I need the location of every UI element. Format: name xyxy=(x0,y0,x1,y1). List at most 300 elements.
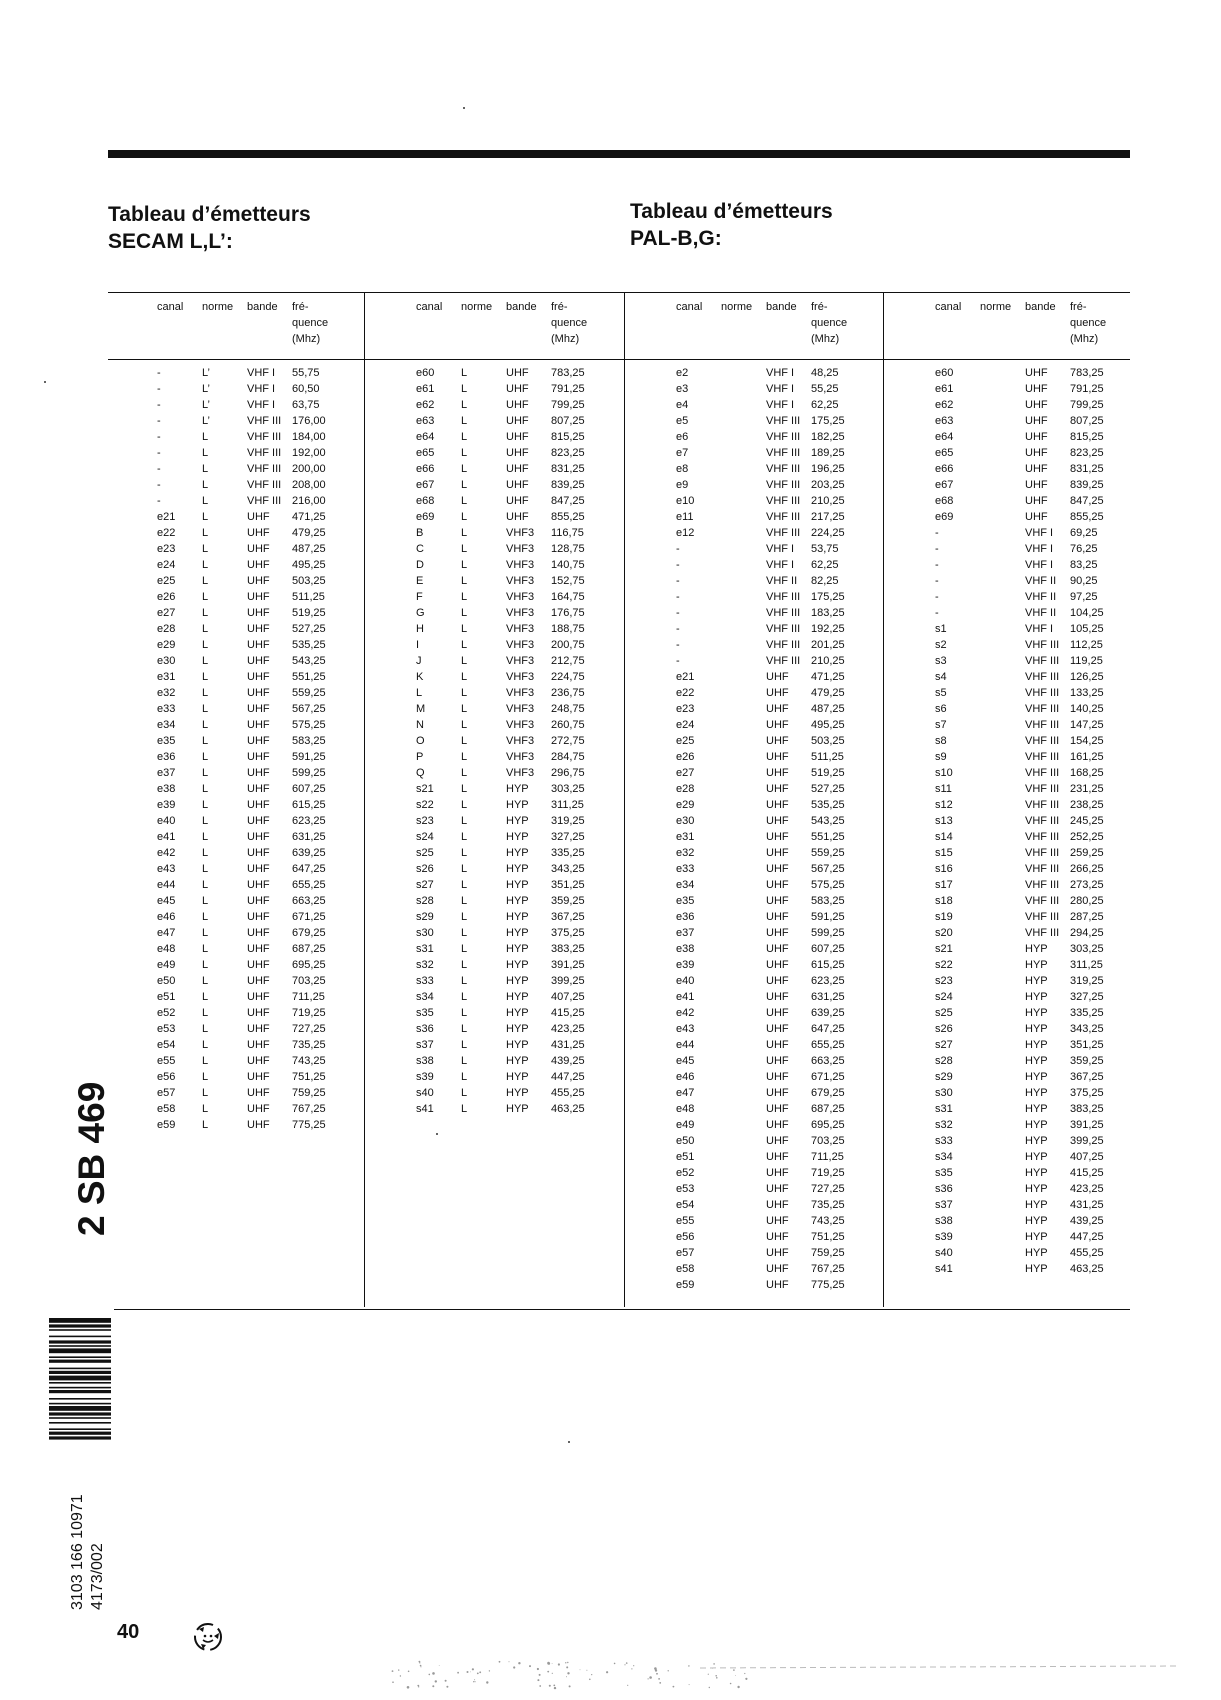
scan-speck xyxy=(463,107,465,109)
table-row xyxy=(676,909,920,925)
cell-frequence: 147,25 xyxy=(1070,719,1104,731)
cell-bande: VHF3 xyxy=(506,543,535,555)
cell-frequence: 168,25 xyxy=(1070,767,1104,779)
cell-frequence: 583,25 xyxy=(811,895,845,907)
cell-frequence: 663,25 xyxy=(811,1055,845,1067)
cell-bande: HYP xyxy=(506,991,529,1003)
cell-bande: UHF xyxy=(766,719,789,731)
cell-bande: UHF xyxy=(766,767,789,779)
header-norme: norme xyxy=(980,301,1012,313)
cell-norme: L xyxy=(202,1055,209,1067)
cell-bande: VHF I xyxy=(766,559,795,571)
table-row xyxy=(157,461,401,477)
cell-canal: e35 xyxy=(157,735,176,747)
pal-table-right xyxy=(935,296,1179,1275)
cell-frequence: 407,25 xyxy=(1070,1151,1104,1163)
cell-frequence: 183,25 xyxy=(811,607,845,619)
cell-canal: e25 xyxy=(676,735,695,747)
cell-frequence: 189,25 xyxy=(811,447,845,459)
cell-bande: UHF xyxy=(247,831,270,843)
cell-canal: s22 xyxy=(935,959,953,971)
cell-bande: VHF III xyxy=(766,479,801,491)
cell-frequence: 831,25 xyxy=(551,463,585,475)
table-row xyxy=(157,509,401,525)
table-row xyxy=(935,1165,1179,1181)
cell-canal: e68 xyxy=(935,495,954,507)
cell-frequence: 184,00 xyxy=(292,431,326,443)
cell-bande: UHF xyxy=(247,1071,270,1083)
cell-canal: e42 xyxy=(676,1007,695,1019)
cell-bande: VHF I xyxy=(766,367,795,379)
cell-frequence: 559,25 xyxy=(292,687,326,699)
cell-canal: e31 xyxy=(157,671,176,683)
cell-frequence: 284,75 xyxy=(551,751,585,763)
cell-norme: L xyxy=(461,783,468,795)
cell-frequence: 727,25 xyxy=(811,1183,845,1195)
cell-canal: e5 xyxy=(676,415,689,427)
cell-bande: UHF xyxy=(506,367,529,379)
cell-frequence: 303,25 xyxy=(551,783,585,795)
cell-bande: VHF III xyxy=(1025,703,1060,715)
cell-bande: HYP xyxy=(506,863,529,875)
cell-bande: VHF III xyxy=(1025,863,1060,875)
cell-norme: L xyxy=(202,783,209,795)
cell-bande: UHF xyxy=(247,1023,270,1035)
table-row xyxy=(676,637,920,653)
cell-bande: VHF3 xyxy=(506,623,535,635)
cell-bande: HYP xyxy=(506,799,529,811)
cell-norme: L xyxy=(461,1071,468,1083)
cell-frequence: 855,25 xyxy=(1070,511,1104,523)
table-row xyxy=(416,845,660,861)
cell-canal: e26 xyxy=(157,591,176,603)
cell-canal: s16 xyxy=(935,863,953,875)
table-row xyxy=(676,1101,920,1117)
cell-canal: e69 xyxy=(935,511,954,523)
scan-speck xyxy=(568,1441,570,1443)
cell-canal: e10 xyxy=(676,495,695,507)
cell-frequence: 119,25 xyxy=(1070,655,1103,667)
table-row xyxy=(416,557,660,573)
cell-canal: e2 xyxy=(676,367,689,379)
cell-norme: L xyxy=(461,479,468,491)
cell-norme: L xyxy=(461,415,468,427)
cell-frequence: 735,25 xyxy=(811,1199,845,1211)
table-row xyxy=(676,461,920,477)
cell-canal: e44 xyxy=(676,1039,695,1051)
cell-canal: s6 xyxy=(935,703,947,715)
cell-bande: UHF xyxy=(766,1167,789,1179)
cell-canal: s26 xyxy=(935,1023,953,1035)
header-freq2: quence xyxy=(292,317,329,329)
table-row xyxy=(157,1021,401,1037)
cell-bande: UHF xyxy=(766,975,789,987)
cell-bande: VHF3 xyxy=(506,639,535,651)
cell-bande: UHF xyxy=(766,799,789,811)
cell-bande: UHF xyxy=(247,607,270,619)
cell-frequence: 695,25 xyxy=(811,1119,845,1131)
cell-bande: UHF xyxy=(247,639,270,651)
cell-frequence: 447,25 xyxy=(1070,1231,1104,1243)
cell-bande: UHF xyxy=(766,1231,789,1243)
secam-title xyxy=(108,201,311,255)
cell-frequence: 423,25 xyxy=(551,1023,585,1035)
table-row xyxy=(416,381,660,397)
cell-canal: s30 xyxy=(416,927,434,939)
cell-frequence: 259,25 xyxy=(1070,847,1104,859)
cell-bande: UHF xyxy=(247,1007,270,1019)
cell-canal: K xyxy=(416,671,424,683)
cell-frequence: 303,25 xyxy=(1070,943,1104,955)
cell-canal: e36 xyxy=(157,751,176,763)
cell-norme: L xyxy=(461,799,468,811)
cell-frequence: 743,25 xyxy=(292,1055,326,1067)
cell-norme: L xyxy=(202,927,209,939)
cell-frequence: 799,25 xyxy=(551,399,585,411)
cell-frequence: 351,25 xyxy=(1070,1039,1104,1051)
cell-frequence: 200,75 xyxy=(551,639,585,651)
cell-bande: UHF xyxy=(247,943,270,955)
cell-bande: VHF3 xyxy=(506,591,535,603)
table-row xyxy=(676,557,920,573)
cell-bande: UHF xyxy=(247,1087,270,1099)
cell-frequence: 367,25 xyxy=(551,911,585,923)
cell-bande: HYP xyxy=(1025,1151,1048,1163)
cell-frequence: 687,25 xyxy=(292,943,326,955)
table-row xyxy=(676,893,920,909)
cell-frequence: 743,25 xyxy=(811,1215,845,1227)
cell-norme: L’ xyxy=(202,367,210,379)
cell-canal: e45 xyxy=(157,895,176,907)
cell-frequence: 487,25 xyxy=(292,543,326,555)
table-row xyxy=(935,813,1179,829)
cell-canal: - xyxy=(157,495,161,507)
table-row xyxy=(676,1133,920,1149)
cell-frequence: 280,25 xyxy=(1070,895,1104,907)
cell-canal: e28 xyxy=(676,783,695,795)
cell-canal: s32 xyxy=(416,959,434,971)
cell-canal: - xyxy=(157,399,161,411)
cell-canal: s40 xyxy=(416,1087,434,1099)
table-row xyxy=(157,1117,401,1133)
cell-frequence: 655,25 xyxy=(811,1039,845,1051)
cell-bande: UHF xyxy=(766,863,789,875)
cell-canal: - xyxy=(157,479,161,491)
cell-canal: s35 xyxy=(935,1167,953,1179)
cell-frequence: 839,25 xyxy=(1070,479,1104,491)
cell-canal: s18 xyxy=(935,895,953,907)
cell-canal: e43 xyxy=(157,863,176,875)
cell-canal: e51 xyxy=(157,991,176,1003)
cell-frequence: 559,25 xyxy=(811,847,845,859)
cell-bande: VHF3 xyxy=(506,575,535,587)
table-row xyxy=(157,717,401,733)
table-row xyxy=(676,589,920,605)
cell-canal: e56 xyxy=(676,1231,695,1243)
cell-bande: UHF xyxy=(766,1023,789,1035)
cell-frequence: 735,25 xyxy=(292,1039,326,1051)
cell-bande: HYP xyxy=(506,1039,529,1051)
cell-canal: s23 xyxy=(935,975,953,987)
table-row xyxy=(676,765,920,781)
pal-table-left xyxy=(676,296,920,1291)
cell-frequence: 63,75 xyxy=(292,399,320,411)
cell-bande: HYP xyxy=(506,975,529,987)
cell-bande: UHF xyxy=(766,1055,789,1067)
cell-bande: HYP xyxy=(1025,991,1048,1003)
cell-bande: VHF III xyxy=(247,447,282,459)
cell-norme: L xyxy=(461,943,468,955)
cell-frequence: 55,25 xyxy=(811,383,839,395)
cell-bande: HYP xyxy=(506,1023,529,1035)
cell-canal: e30 xyxy=(157,655,176,667)
table-row xyxy=(416,525,660,541)
cell-frequence: 210,25 xyxy=(811,655,845,667)
cell-canal: s36 xyxy=(416,1023,434,1035)
part-number: 3103 166 10971 xyxy=(69,1494,86,1610)
cell-frequence: 551,25 xyxy=(292,671,326,683)
cell-frequence: 359,25 xyxy=(1070,1055,1104,1067)
secam-title-line1: Tableau d’émetteurs xyxy=(108,203,311,226)
cell-norme: L xyxy=(461,831,468,843)
cell-canal: - xyxy=(676,591,680,603)
cell-canal: s12 xyxy=(935,799,953,811)
cell-norme: L xyxy=(202,847,209,859)
cell-canal: e66 xyxy=(416,463,435,475)
table-row xyxy=(935,573,1179,589)
table-row xyxy=(935,493,1179,509)
header-freq3: (Mhz) xyxy=(292,333,321,345)
cell-canal: e21 xyxy=(157,511,176,523)
cell-norme: L xyxy=(461,607,468,619)
cell-bande: HYP xyxy=(1025,1007,1048,1019)
cell-canal: e55 xyxy=(157,1055,176,1067)
cell-bande: UHF xyxy=(766,687,789,699)
cell-bande: UHF xyxy=(506,415,529,427)
cell-frequence: 495,25 xyxy=(292,559,326,571)
table-row xyxy=(676,1117,920,1133)
cell-bande: UHF xyxy=(1025,495,1048,507)
cell-frequence: 647,25 xyxy=(292,863,326,875)
cell-canal: e69 xyxy=(416,511,435,523)
cell-canal: e42 xyxy=(157,847,176,859)
cell-canal: s39 xyxy=(935,1231,953,1243)
table-row xyxy=(416,1069,660,1085)
cell-frequence: 575,25 xyxy=(811,879,845,891)
table-row xyxy=(676,877,920,893)
cell-bande: VHF III xyxy=(766,639,801,651)
cell-bande: UHF xyxy=(247,687,270,699)
cell-frequence: 487,25 xyxy=(811,703,845,715)
table-row xyxy=(935,749,1179,765)
header-norme: norme xyxy=(202,301,234,313)
table-row xyxy=(676,1021,920,1037)
table-row xyxy=(935,397,1179,413)
cell-bande: VHF II xyxy=(1025,591,1057,603)
cell-bande: HYP xyxy=(1025,959,1048,971)
table-row xyxy=(676,1245,920,1261)
cell-canal: s28 xyxy=(935,1055,953,1067)
table-row xyxy=(935,989,1179,1005)
cell-norme: L xyxy=(202,959,209,971)
table-row xyxy=(676,1085,920,1101)
cell-frequence: 423,25 xyxy=(1070,1183,1104,1195)
cell-bande: VHF I xyxy=(766,543,795,555)
cell-canal: E xyxy=(416,575,424,587)
cell-norme: L xyxy=(461,1103,468,1115)
header-canal: canal xyxy=(676,301,703,313)
table-row xyxy=(157,397,401,413)
table-row xyxy=(935,429,1179,445)
table-row xyxy=(416,477,660,493)
cell-canal: e35 xyxy=(676,895,695,907)
cell-bande: VHF III xyxy=(1025,895,1060,907)
cell-canal: e49 xyxy=(157,959,176,971)
cell-bande: UHF xyxy=(766,1103,789,1115)
table-row xyxy=(157,429,401,445)
cell-frequence: 671,25 xyxy=(811,1071,845,1083)
cell-bande: VHF III xyxy=(247,495,282,507)
cell-frequence: 311,25 xyxy=(1070,959,1103,971)
table-row xyxy=(676,989,920,1005)
cell-bande: VHF III xyxy=(1025,671,1060,683)
cell-frequence: 759,25 xyxy=(292,1087,326,1099)
table-row xyxy=(676,1053,920,1069)
cell-frequence: 727,25 xyxy=(292,1023,326,1035)
table-row xyxy=(935,1053,1179,1069)
cell-bande: VHF III xyxy=(766,511,801,523)
table-row xyxy=(416,365,660,381)
table-row xyxy=(935,637,1179,653)
table-row xyxy=(935,893,1179,909)
cell-bande: UHF xyxy=(247,735,270,747)
cell-bande: UHF xyxy=(1025,479,1048,491)
cell-frequence: 527,25 xyxy=(292,623,326,635)
secam-header-rule xyxy=(108,359,630,360)
cell-frequence: 224,25 xyxy=(811,527,845,539)
table-row xyxy=(935,781,1179,797)
cell-frequence: 431,25 xyxy=(551,1039,585,1051)
cell-bande: UHF xyxy=(766,671,789,683)
cell-canal: e46 xyxy=(157,911,176,923)
cell-norme: L xyxy=(202,943,209,955)
secam-table-right xyxy=(416,296,660,1115)
cell-bande: UHF xyxy=(1025,463,1048,475)
cell-bande: VHF3 xyxy=(506,751,535,763)
cell-bande: VHF3 xyxy=(506,655,535,667)
cell-bande: UHF xyxy=(247,543,270,555)
cell-frequence: 471,25 xyxy=(811,671,845,683)
table-row xyxy=(676,685,920,701)
table-row xyxy=(676,445,920,461)
header-freq1: fré- xyxy=(1070,301,1087,313)
table-row xyxy=(157,877,401,893)
cell-frequence: 583,25 xyxy=(292,735,326,747)
cell-bande: UHF xyxy=(766,1007,789,1019)
cell-canal: e47 xyxy=(157,927,176,939)
table-row xyxy=(157,493,401,509)
cell-canal: s15 xyxy=(935,847,953,859)
cell-frequence: 76,25 xyxy=(1070,543,1098,555)
cell-canal: e50 xyxy=(676,1135,695,1147)
table-row xyxy=(416,637,660,653)
cell-canal: e62 xyxy=(416,399,435,411)
cell-canal: e29 xyxy=(676,799,695,811)
cell-frequence: 807,25 xyxy=(551,415,585,427)
table-row xyxy=(676,1165,920,1181)
table-row xyxy=(676,413,920,429)
table-row xyxy=(416,893,660,909)
cell-frequence: 319,25 xyxy=(551,815,585,827)
cell-norme: L xyxy=(461,1007,468,1019)
cell-bande: HYP xyxy=(1025,943,1048,955)
table-row xyxy=(935,1037,1179,1053)
table-header xyxy=(676,296,920,358)
cell-norme: L xyxy=(461,383,468,395)
table-row xyxy=(676,541,920,557)
cell-canal: e55 xyxy=(676,1215,695,1227)
cell-frequence: 375,25 xyxy=(551,927,585,939)
cell-canal: e6 xyxy=(676,431,689,443)
cell-bande: UHF xyxy=(247,511,270,523)
table-row xyxy=(416,829,660,845)
cell-bande: UHF xyxy=(766,1071,789,1083)
cell-canal: s21 xyxy=(935,943,953,955)
cell-frequence: 383,25 xyxy=(551,943,585,955)
cell-bande: VHF I xyxy=(766,383,795,395)
cell-norme: L xyxy=(461,815,468,827)
cell-canal: - xyxy=(935,591,939,603)
cell-canal: e11 xyxy=(676,511,694,523)
cell-frequence: 154,25 xyxy=(1070,735,1104,747)
table-row xyxy=(157,893,401,909)
cell-norme: L xyxy=(461,1055,468,1067)
table-row xyxy=(935,1181,1179,1197)
cell-bande: UHF xyxy=(766,943,789,955)
table-row xyxy=(157,365,401,381)
cell-bande: VHF III xyxy=(1025,799,1060,811)
cell-norme: L xyxy=(202,479,209,491)
table-row xyxy=(416,909,660,925)
cell-frequence: 62,25 xyxy=(811,559,839,571)
cell-bande: UHF xyxy=(506,463,529,475)
cell-frequence: 463,25 xyxy=(1070,1263,1104,1275)
header-bande: bande xyxy=(1025,301,1056,313)
cell-canal: e58 xyxy=(157,1103,176,1115)
cell-canal: s33 xyxy=(935,1135,953,1147)
cell-frequence: 176,75 xyxy=(551,607,585,619)
cell-bande: UHF xyxy=(766,815,789,827)
cell-canal: C xyxy=(416,543,424,555)
cell-frequence: 60,50 xyxy=(292,383,320,395)
cell-frequence: 140,25 xyxy=(1070,703,1104,715)
doc-code: 4173/002 xyxy=(89,1543,106,1610)
cell-bande: UHF xyxy=(766,1039,789,1051)
cell-frequence: 527,25 xyxy=(811,783,845,795)
cell-frequence: 607,25 xyxy=(811,943,845,955)
table-row xyxy=(676,749,920,765)
cell-canal: e59 xyxy=(157,1119,176,1131)
cell-frequence: 599,25 xyxy=(292,767,326,779)
cell-norme: L xyxy=(461,1087,468,1099)
cell-norme: L xyxy=(202,1071,209,1083)
cell-bande: UHF xyxy=(247,527,270,539)
cell-frequence: 439,25 xyxy=(1070,1215,1104,1227)
cell-bande: UHF xyxy=(247,927,270,939)
cell-norme: L xyxy=(461,639,468,651)
table-row xyxy=(416,1021,660,1037)
table-row xyxy=(416,1085,660,1101)
